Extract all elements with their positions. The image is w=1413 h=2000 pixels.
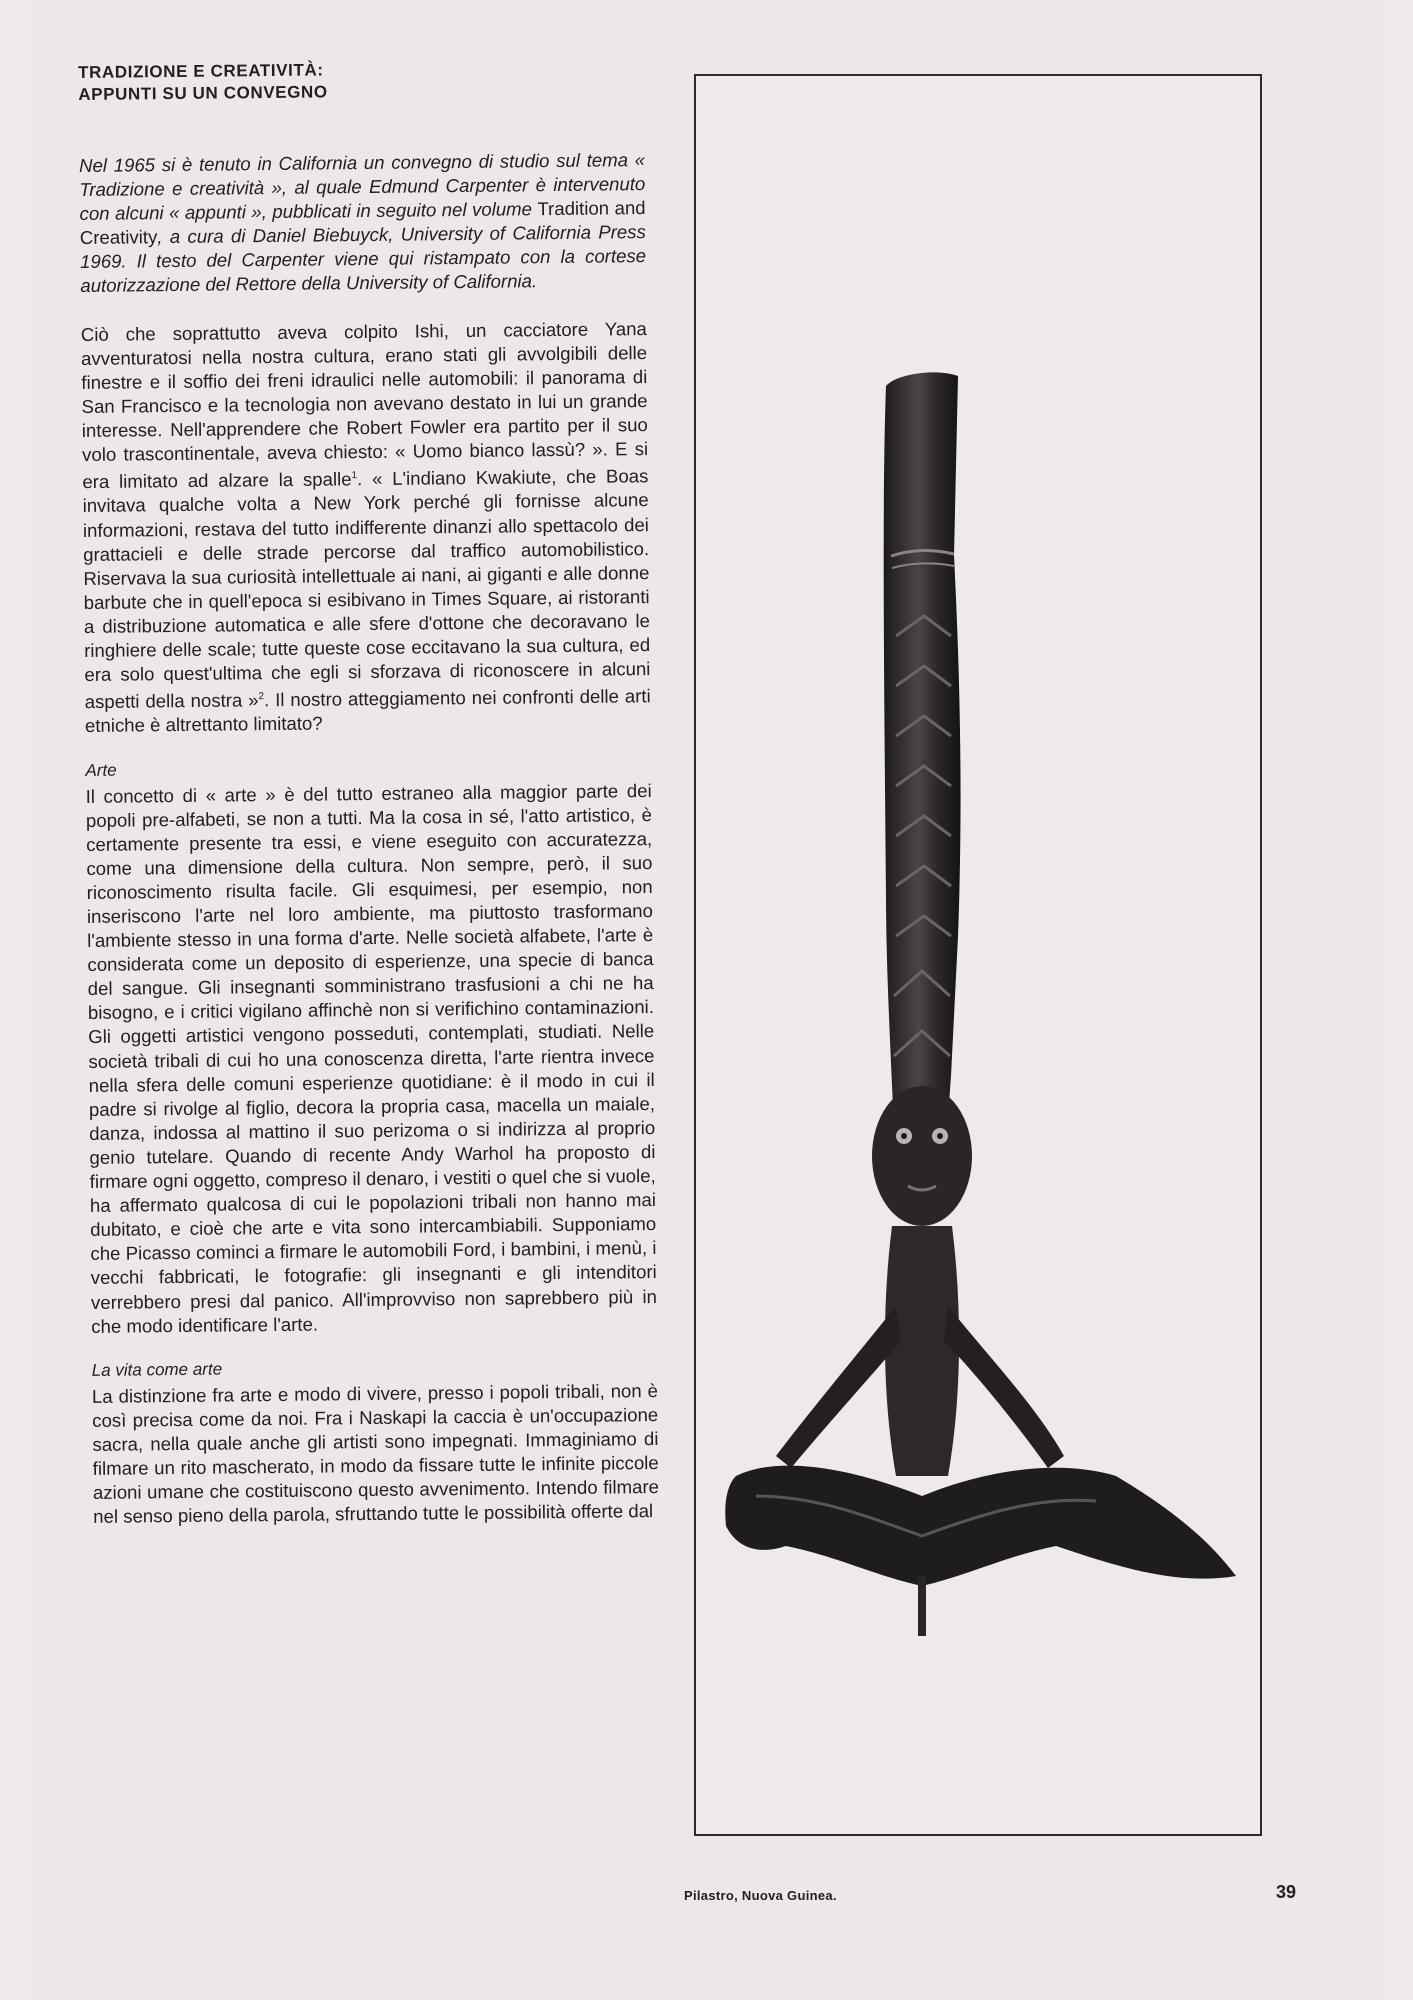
intro-text-2: , a cura di Daniel Biebuyck, University of California Press 1969. Il testo del Carpenter viene qui ristampato con la cortese autorizzazione del Rettore della University of California. [79, 221, 647, 297]
footnote-ref-2: 2 [258, 691, 265, 703]
section-heading-vita-come-arte: La vita come arte [91, 1359, 223, 1380]
footnote-ref-1: 1 [351, 470, 358, 482]
para1-text-c: . Il nostro atteggiamento nei confronti delle arti etniche è altrettanto limitato? [84, 685, 651, 737]
title-line-1: TRADIZIONE E CREATIVITÀ: [78, 60, 324, 82]
photo-frame [694, 74, 1262, 1836]
body-paragraph-2: Il concetto di « arte » è del tutto estraneo alla maggior parte dei popoli pre-alfabeti, se non a tutti. Ma la cosa in sé, l'atto artistico, è certamente presente tra essi, e viene eseguito con accuratezza, come una dimensione della cultura. Non sempre, però, il suo riconoscimento risulta facile. Gli esquimesi, per esempio, non inseriscono l'arte nel loro ambiente, ma piuttosto trasformano l'ambiente stesso in una forma d'arte. Nelle società alfabete, l'arte è considerata come un deposito di esperienze, una specie di banca del sangue. Gli insegnanti somministrano trasfusioni a chi ne ha bisogno, e i critici vigilano affinchè non si verifichino contaminazioni. Gli oggetti artistici vengono posseduti, contemplati, studiati. Nelle società tribali di cui ho una conoscenza diretta, l'arte rientra invece nella sfera delle comuni esperienze quotidiane: è il modo in cui il padre si rivolge al figlio, decora la propria casa, macella un maiale, danza, indossa al mattino il suo perizoma o si indirizza al proprio genio tutelare. Quando di recente Andy Warhol ha proposto di firmare ogni oggetto, compreso il denaro, i vestiti o quel che si vuole, ha affermato qualcosa di cui le popolazioni tribali non hanno mai dubitato, e cioè che arte e vita sono intercambiabili. Supponiamo che Picasso cominci a firmare le automobili Ford, i bambini, i menù, i vecchi fabbricati, le fotografie: gli insegnanti e gli intenditori verrebbero presi dal panico. All'improvviso non saprebbero più in che modo identificare l'arte. [85, 779, 658, 1337]
intro-text-1: Nel 1965 si è tenuto in California un convegno di studio sul tema « Tradizione e creatività », al quale Edmund Carpenter è intervenuto con alcuni « appunti », pubblicati in seguito nel volume [78, 149, 646, 225]
article-column [78, 56, 660, 1551]
article-title [78, 56, 644, 106]
body-paragraph-1 [81, 317, 651, 739]
title-line-2: APPUNTI SU UN CONVEGNO [78, 82, 328, 104]
body-paragraph-3: La distinzione fra arte e modo di vivere, presso i popoli tribali, non è così precisa come da noi. Fra i Naskapi la caccia è un'occupazione sacra, nella quale anche gli artisti sono impegnati. Immaginiamo di filmare un rito mascherato, in modo da fissare tutte le infinite piccole azioni umane che costituiscono questo avvenimento. Intendo filmare nel senso pieno della parola, sfruttando tutte le possibilità offerte dal [91, 1379, 660, 1528]
carved-pillar-image [696, 76, 1260, 1834]
para1-text-b: . « L'indiano Kwakiute, che Boas invitava qualche volta a New York perché gli fornisse alcune informazioni, restava del tutto indifferente dinanzi allo spettacolo dei grattacieli e delle strade percorse dal traffico automobilistico. Riservava la sua curiosità intellettuale ai nani, ai giganti e alle donne barbute che in quell'epoca si esibivano in Times Square, ai ristoranti a distribuzione automatica e alle sfere d'ottone che decoravano le ringhiere delle scale; tutte queste cose eccitavano la sua cultura, ed era solo quest'ultima che egli si sforzava di riconoscere in alcuni aspetti della nostra » [82, 465, 651, 713]
intro-book-title: Tradition and Creativity [79, 197, 646, 249]
section-heading-arte: Arte [85, 760, 117, 780]
para1-text-a: Ciò che soprattutto aveva colpito Ishi, un cacciatore Yana avventuratosi nella nostra cultura, erano stati gli avvolgibili delle finestre e il soffio dei freni idraulici nelle automobili: il panorama di San Francisco e la tecnologia non avevano destato in lui un grande interesse. Nell'apprendere che Robert Fowler era partito per il suo volo trascontinentale, aveva chiesto: « Uomo bianco lassù? ». E si era limitato ad alzare la spalle [80, 317, 649, 493]
figure-caption: Pilastro, Nuova Guinea. [684, 1888, 837, 1903]
page-number: 39 [1276, 1882, 1297, 1902]
intro-paragraph [79, 148, 646, 298]
